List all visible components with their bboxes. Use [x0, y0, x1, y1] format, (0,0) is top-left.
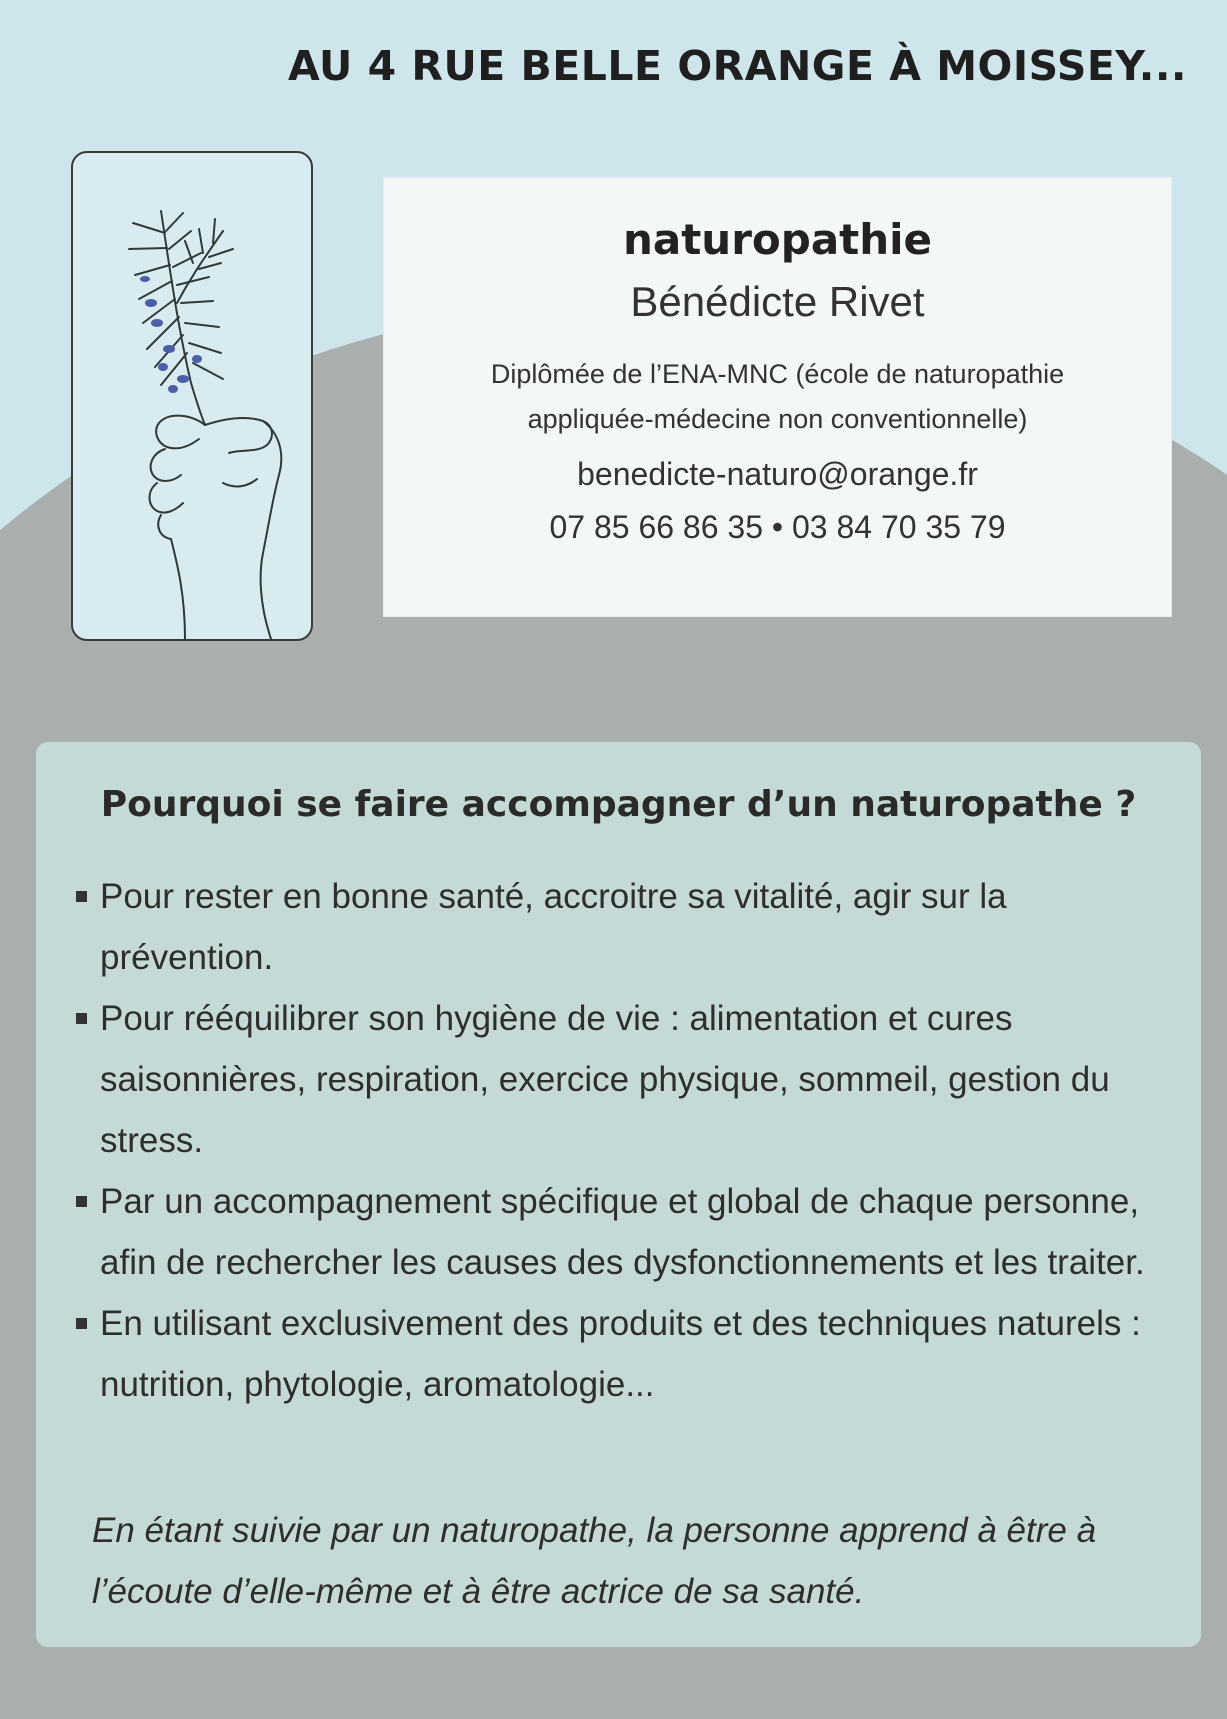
- diploma-line: appliquée-médecine non conventionnelle): [527, 404, 1028, 434]
- list-item: [74, 1171, 1174, 1293]
- square-bullet-icon: [76, 1318, 87, 1329]
- contact-card: [383, 177, 1172, 617]
- reasons-list: [74, 866, 1174, 1415]
- rosemary-sprig-in-hand-icon: [71, 151, 313, 641]
- list-item-text: Pour rééquilibrer son hygiène de vie : alimentation et cures saisonnières, respiration, exercice physique, sommeil, gestion du stress.: [100, 999, 1110, 1160]
- list-item: [74, 1293, 1174, 1415]
- diploma-text: [384, 352, 1171, 442]
- phone-numbers: 07 85 66 86 35 • 03 84 70 35 79: [549, 509, 1006, 545]
- diploma-line: Diplômée de l’ENA-MNC (école de naturopathie: [490, 359, 1065, 389]
- practitioner-name: Bénédicte Rivet: [630, 278, 925, 325]
- info-panel: [36, 742, 1201, 1647]
- panel-title: Pourquoi se faire accompagner d’un naturopathe ?: [100, 784, 1137, 825]
- email-address: benedicte-naturo@orange.fr: [577, 456, 978, 492]
- list-item-text: Par un accompagnement spécifique et global de chaque personne, afin de rechercher les causes des dysfonctionnements et les traiter.: [100, 1182, 1145, 1282]
- closing-statement: En étant suivie par un naturopathe, la personne apprend à être à l’écoute d’elle-même et à être actrice de sa santé.: [92, 1511, 1097, 1611]
- list-item-text: Pour rester en bonne santé, accroitre sa vitalité, agir sur la prévention.: [100, 877, 1007, 977]
- service-title: naturopathie: [622, 215, 933, 264]
- list-item: [74, 866, 1174, 988]
- square-bullet-icon: [76, 1013, 87, 1024]
- square-bullet-icon: [76, 891, 87, 902]
- square-bullet-icon: [76, 1196, 87, 1207]
- address-heading: AU 4 RUE BELLE ORANGE À MOISSEY...: [288, 42, 1187, 90]
- list-item-text: En utilisant exclusivement des produits et des techniques naturels : nutrition, phytologie, aromatologie...: [100, 1304, 1141, 1404]
- list-item: [74, 988, 1174, 1171]
